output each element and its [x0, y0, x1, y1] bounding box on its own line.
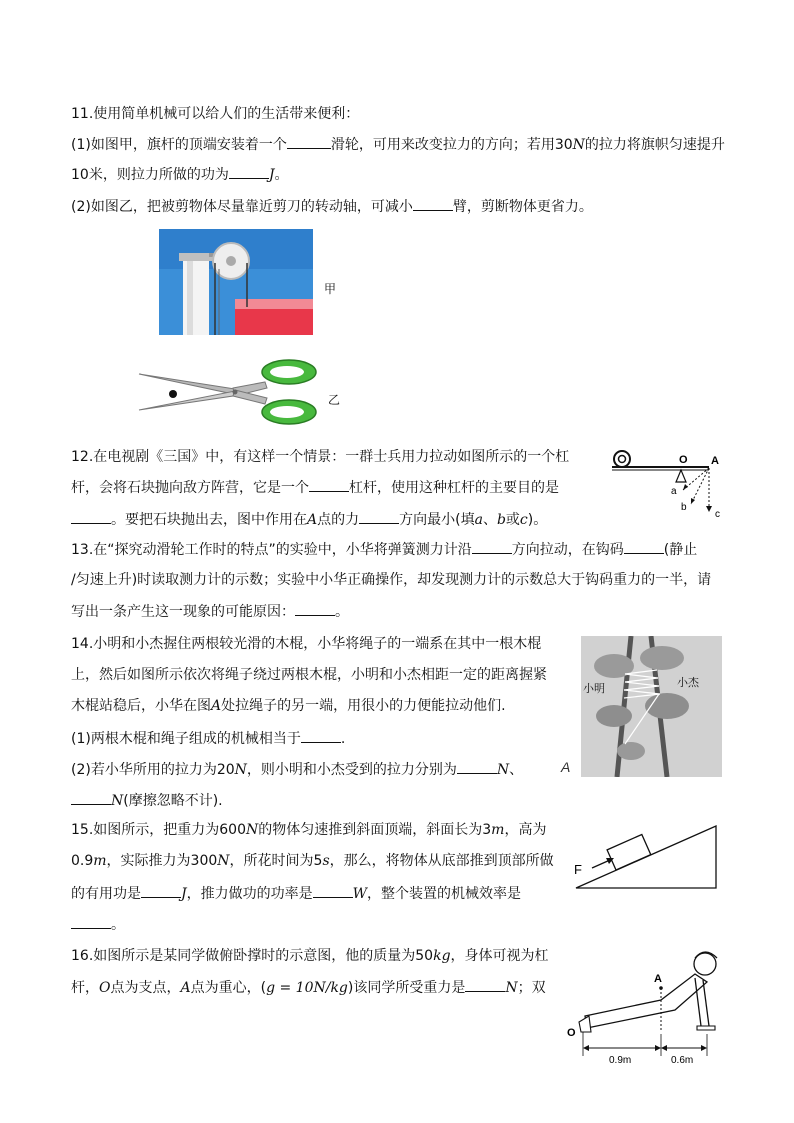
point-a: A: [307, 512, 318, 528]
unit-m: m: [93, 853, 107, 869]
unit-m: m: [491, 822, 505, 838]
q16-text: ，身体可视为杠: [450, 948, 549, 964]
unit-n: N: [496, 762, 510, 778]
unit-n: N: [217, 853, 230, 869]
answer-blank[interactable]: [301, 728, 341, 743]
q11-text: 10米，则拉力所做的功为: [71, 167, 229, 183]
q11-text: 臂，剪断物体更省力。: [452, 199, 593, 215]
scissors-figure: [137, 356, 321, 428]
point-a-label: A: [711, 455, 719, 467]
q13-text: 方向拉动，在钩码: [511, 542, 624, 558]
q15-text: ，实际推力为: [106, 853, 191, 869]
q15-line3: [71, 883, 521, 904]
q16-line2: [71, 977, 546, 998]
point-a-label: A: [654, 973, 662, 985]
unit-kg: kg: [433, 948, 451, 964]
answer-blank[interactable]: [465, 977, 505, 992]
pushup-figure: [565, 944, 725, 1066]
direction-b-label: b: [681, 502, 687, 513]
answer-blank[interactable]: [229, 164, 269, 179]
q12-text: 。要把石块抛出去，图中作用在: [111, 512, 307, 528]
q14-line6: [71, 790, 223, 811]
xiaoming-label: 小明: [583, 683, 605, 695]
q12-text: 或: [505, 512, 520, 528]
q14-text: 木棍站稳后，小华在图: [71, 698, 211, 714]
q15-text: ，那么，将物体从底部推到顶部所做: [329, 853, 554, 869]
q16-text: 点为重心，(: [190, 980, 267, 996]
answer-blank[interactable]: [413, 196, 453, 211]
unit-j: J: [268, 167, 275, 183]
q11-title: 11.使用简单机械可以给人们的生活带来便利：: [71, 106, 360, 122]
q11-force: 30: [554, 137, 573, 153]
q12-text: 方向最小(填: [399, 512, 475, 528]
flagpole-pulley-photo: [159, 229, 313, 335]
force-f-label: F: [574, 862, 582, 877]
point-a-label: A: [561, 759, 571, 775]
q16-mass: 50: [415, 948, 434, 964]
unit-w: W: [352, 886, 368, 902]
gravity-constant: g = 10N/kg: [266, 980, 348, 996]
q16-line1: [71, 946, 549, 966]
q14-text: (摩擦忽略不计).: [123, 793, 223, 809]
answer-blank[interactable]: [457, 759, 497, 774]
q16-text: ；双: [517, 980, 546, 996]
unit-n: N: [572, 137, 585, 153]
q13-line1: [71, 539, 697, 560]
answer-blank[interactable]: [295, 601, 335, 616]
q14-text: (2)若小华所用的拉力为: [71, 762, 217, 778]
unit-n: N: [505, 980, 518, 996]
answer-blank[interactable]: [359, 509, 399, 524]
q13-text: (静止: [663, 542, 698, 558]
unit-n: N: [234, 762, 247, 778]
answer-blank[interactable]: [287, 134, 331, 149]
answer-blank[interactable]: [71, 790, 111, 805]
unit-n: N: [111, 793, 124, 809]
q11-part1-line1: [71, 134, 725, 155]
option-a: a: [474, 512, 483, 528]
q15-text: 15.如图所示，把重力为: [71, 822, 220, 838]
q13-line2: /匀速上升)时读取测力计的示数；实验中小华正确操作，却发现测力计的示数总大于钩码重力的一半，请: [71, 572, 712, 588]
q11-part2: [71, 196, 593, 217]
q12-line2: [71, 477, 559, 498]
incline-plane-figure: [570, 822, 722, 890]
q13-text: 13.在“探究动滑轮工作时的特点”的实验中，小华将弹簧测力计沿: [71, 542, 472, 558]
q13-text: 写出一条产生这一现象的可能原因：: [71, 604, 295, 620]
q11-part1-line2: [71, 164, 288, 185]
point-a: A: [211, 698, 222, 714]
point-a: A: [180, 980, 191, 996]
q11-text: (1)如图甲，旗杆的顶端安装着一个: [71, 137, 287, 153]
q13-text: 。: [335, 604, 349, 620]
q12-line3: [71, 509, 547, 530]
point-o: O: [99, 980, 111, 996]
answer-blank[interactable]: [309, 477, 349, 492]
q15-line1: [71, 820, 546, 840]
q14-force: 20: [216, 762, 235, 778]
answer-blank[interactable]: [71, 914, 111, 929]
q15-text: ，所花时间为: [229, 853, 314, 869]
q15-height: 0.9: [71, 853, 94, 869]
direction-c-label: c: [715, 509, 720, 520]
q15-length: 3: [482, 822, 492, 838]
answer-blank[interactable]: [472, 539, 512, 554]
q12-line1: 12.在电视剧《三国》中，有这样一个情景：一群士兵用力拉动如图所示的一个杠: [71, 449, 570, 465]
q11-text: (2)如图乙，把被剪物体尽量靠近剪刀的转动轴，可减小: [71, 199, 413, 215]
answer-blank[interactable]: [624, 539, 664, 554]
answer-blank[interactable]: [141, 883, 181, 898]
q14-text: .: [340, 731, 346, 747]
unit-s: s: [322, 853, 330, 869]
q15-line2: [71, 851, 554, 871]
unit-n: N: [246, 822, 259, 838]
q16-text: 16.如图所示是某同学做俯卧撑时的示意图，他的质量为: [71, 948, 416, 964]
q13-line3: [71, 601, 349, 622]
catapult-lever-figure: [605, 446, 730, 524]
q12-text: 杆，会将石块抛向敌方阵营，它是一个: [71, 480, 309, 496]
q14-line5: [71, 759, 523, 780]
q14-text: (1)两根木棍和绳子组成的机械相当于: [71, 731, 301, 747]
q14-text: ，则小明和小杰受到的拉力分别为: [246, 762, 457, 778]
q16-text: )该同学所受重力是: [347, 980, 466, 996]
q16-text: 点为支点，: [110, 980, 181, 996]
distance-label: 0.6m: [671, 1055, 694, 1066]
distance-label: 0.9m: [609, 1055, 632, 1066]
q15-text: 的有用功是: [71, 886, 141, 902]
q11-text: 。: [274, 167, 289, 183]
q14-text: 、: [509, 762, 524, 778]
q14-line1: 14.小明和小杰握住两根较光滑的木棍，小华将绳子的一端系在其中一根木棍: [71, 636, 542, 652]
option-b: b: [496, 512, 506, 528]
q12-text: 点的力: [317, 512, 360, 528]
q14-line2: 上，然后如图所示依次将绳子绕过两根木棍，小明和小杰相距一定的距离握紧: [71, 667, 547, 683]
q15-text: ，整个装置的机械效率是: [367, 886, 522, 902]
q12-text: 杠杆，使用这种杠杆的主要目的是: [349, 480, 559, 496]
q15-force: 300: [190, 853, 218, 869]
q11-text: 滑轮，可用来改变拉力的方向；若用: [330, 137, 555, 153]
point-o-label: O: [567, 1027, 576, 1039]
point-o-label: O: [679, 454, 688, 466]
q12-text: 、: [482, 512, 497, 528]
q15-text: 。: [111, 917, 125, 933]
q14-line4: [71, 728, 345, 749]
q15-text: ，高为: [504, 822, 547, 838]
answer-blank[interactable]: [71, 509, 111, 524]
q15-time: 5: [313, 853, 323, 869]
q14-text: 处拉绳子的另一端，用很小的力便能拉动他们.: [221, 698, 506, 714]
q15-text: 的物体匀速推到斜面顶端，斜面长为: [258, 822, 483, 838]
figure-label-yi: 乙: [328, 393, 341, 407]
xiaojie-label: 小杰: [677, 677, 699, 689]
rope-sticks-photo: [559, 636, 722, 777]
q16-text: 杆，: [71, 980, 99, 996]
q15-weight: 600: [219, 822, 246, 838]
q11-text: 的拉力将旗帜匀速提升: [584, 137, 725, 153]
figure-label-jia: 甲: [324, 282, 337, 296]
unit-j: J: [181, 886, 187, 902]
q15-line4: [71, 914, 125, 935]
answer-blank[interactable]: [313, 883, 353, 898]
q12-text: )。: [527, 512, 548, 528]
option-c: c: [519, 512, 528, 528]
direction-a-label: a: [671, 486, 677, 497]
q15-text: ，推力做功的功率是: [186, 886, 313, 902]
q14-line3: [71, 696, 506, 716]
